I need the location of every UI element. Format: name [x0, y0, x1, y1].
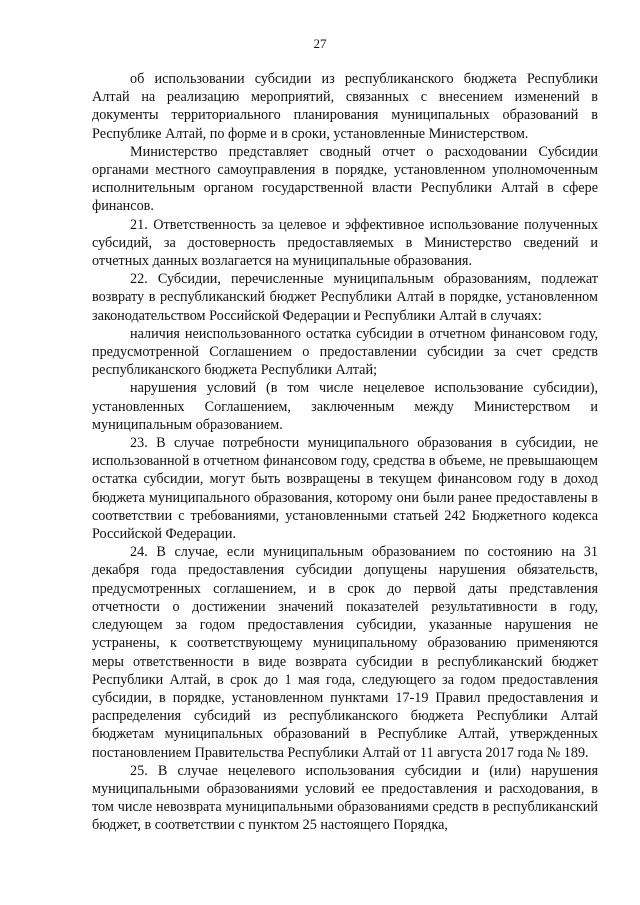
page-number: 27: [313, 36, 327, 51]
paragraph-24: 24. В случае, если муниципальным образованием по состоянию на 31 декабря года предоставления субсидии допущены нарушения обязательств, предусмотренных соглашением, и в срок до первой даты представления отчетности о достижении значений показателей результативности в году, следующем за годом предоставления субсидии, указанные нарушения не устранены, к соответствующему муниципальному образованию применяются меры ответственности в виде возврата субсидии в республиканский бюджет Республики Алтай, в срок до 1 мая года, следующего за годом предоставления субсидии, в порядке, установленном пунктами 17-19 Правил предоставления и распределения субсидий из республиканского бюджета Республики Алтай бюджетам муниципальных образований в Республике Алтай, утвержденных постановлением Правительства Республики Алтай от 11 августа 2017 года № 189.: [92, 544, 598, 761]
paragraph-22: 22. Субсидии, перечисленные муниципальным образованиям, подлежат возврату в республиканский бюджет Республики Алтай в порядке, установленном законодательством Российской Федерации и Республики Алтай в случаях:: [92, 271, 598, 324]
paragraph-22-case-violation: нарушения условий (в том числе нецелевое использование субсидии), установленных Соглашением, заключенным между Министерством и муниципальным образованием.: [92, 380, 598, 433]
paragraph-21: 21. Ответственность за целевое и эффективное использование полученных субсидий, за достоверность предоставляемых в Министерство сведений и отчетных данных возлагается на муниципальные образования.: [92, 216, 598, 270]
document-body: [92, 70, 598, 835]
paragraph-summary-report: Министерство представляет сводный отчет о расходовании Субсидии органами местного самоуправления в порядке, установленном уполномоченным исполнительным органом государственной власти Республики Алтай в сфере финансов.: [92, 143, 598, 215]
paragraph-22-case-unused-balance: наличия неиспользованного остатка субсидии в отчетном финансовом году, предусмотренной Соглашением о предоставлении субсидии за счет средств республиканского бюджета Республики Алтай;: [92, 325, 598, 379]
paragraph-25: 25. В случае нецелевого использования субсидии и (или) нарушения муниципальными образованиями условий ее предоставления и расходования, в том числе невозврата муниципальными образованиями средств в республиканский бюджет, в соответствии с пунктом 25 настоящего Порядка,: [92, 762, 598, 834]
paragraph-continuation: об использовании субсидии из республиканского бюджета Республики Алтай на реализацию мероприятий, связанных с внесением изменений в документы территориального планирования муниципальных образований в Республике Алтай, по форме и в сроки, установленные Министерством.: [92, 71, 598, 142]
paragraph-23: 23. В случае потребности муниципального образования в субсидии, не использованной в отчетном финансовом году, средства в объеме, не превышающем остатка субсидии, могут быть возвращены в текущем финансовом году в доход бюджета муниципального образования, которому они были ранее предоставлены в соответствии с требованиями, установленными статьей 242 Бюджетного кодекса Российской Федерации.: [92, 435, 598, 543]
